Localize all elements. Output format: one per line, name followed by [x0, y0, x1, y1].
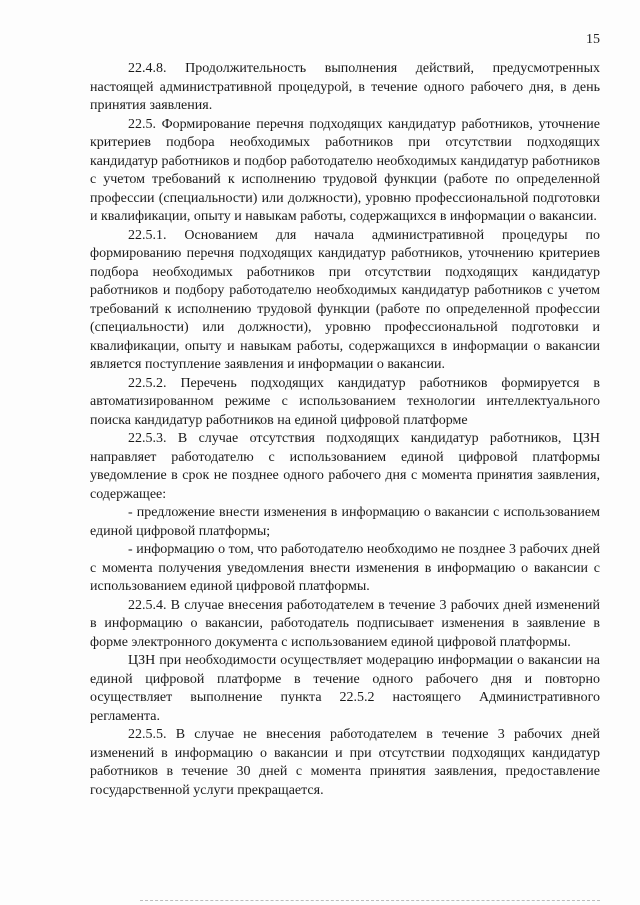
document-body [90, 60, 600, 800]
list-item-proposal: - предложение внести изменения в информацию о вакансии с использованием единой цифровой платформы; [90, 505, 600, 539]
page-number: 15 [586, 32, 600, 47]
paragraph-22-5-1: 22.5.1. Основанием для начала административной процедуры по формированию перечня подходящих кандидатур работников, уточнению критериев подбора необходимых работников при отсутствии подходящих кандидатур работников и подбору работодателю необходимых кандидатур работников с учетом требований к исполнению трудовой функции (работе по определенной профессии (специальности) или должности), уровню профессиональной подготовки и квалификации, опыту и навыкам работы, содержащихся в информации о вакансии является поступление заявления и информации о вакансии. [90, 227, 600, 372]
scan-edge-line [140, 900, 600, 901]
paragraph-22-5-5: 22.5.5. В случае не внесения работодателем в течение 3 рабочих дней изменений в информацию о вакансии и при отсутствии подходящих кандидатур работников в течение 30 дней с момента принятия заявления, предоставление государственной услуги прекращается. [90, 727, 600, 798]
paragraph-22-5-3: 22.5.3. В случае отсутствия подходящих кандидатур работников, ЦЗН направляет работодателю с использованием единой цифровой платформы уведомление в срок не позднее одного рабочего дня с момента принятия заявления, содержащее: [90, 431, 600, 502]
paragraph-22-4-8: 22.4.8. Продолжительность выполнения действий, предусмотренных настоящей административной процедурой, в течение одного рабочего дня, в день принятия заявления. [90, 61, 600, 113]
list-item-deadline-info: - информацию о том, что работодателю необходимо не позднее 3 рабочих дней с момента получения уведомления внести изменения в информацию о вакансии с использованием единой цифровой платформы. [90, 542, 600, 594]
paragraph-22-5-4: 22.5.4. В случае внесения работодателем в течение 3 рабочих дней изменений в информацию о вакансии, работодатель подписывает изменения в заявление в форме электронного документа с использованием единой цифровой платформы. [90, 597, 600, 650]
paragraph-czn-moderation: ЦЗН при необходимости осуществляет модерацию информации о вакансии на единой цифровой платформе в течение одного рабочего дня и повторно осуществляет выполнение пункта 22.5.2 настоящего Административного регламента. [90, 653, 600, 724]
paragraph-22-5: 22.5. Формирование перечня подходящих кандидатур работников, уточнение критериев подбора необходимых работников при отсутствии подходящих кандидатур работников и подбор работодателю необходимых кандидатур работников с учетом требований к исполнению трудовой функции (работе по определенной профессии (специальности) или должности), уровню профессиональной подготовки и квалификации, опыту и навыкам работы, содержащихся в информации о вакансии. [90, 116, 600, 224]
paragraph-22-5-2: 22.5.2. Перечень подходящих кандидатур работников формируется в автоматизированном режиме с использованием технологии интеллектуального поиска кандидатур работников на единой цифровой платформе [90, 375, 600, 428]
